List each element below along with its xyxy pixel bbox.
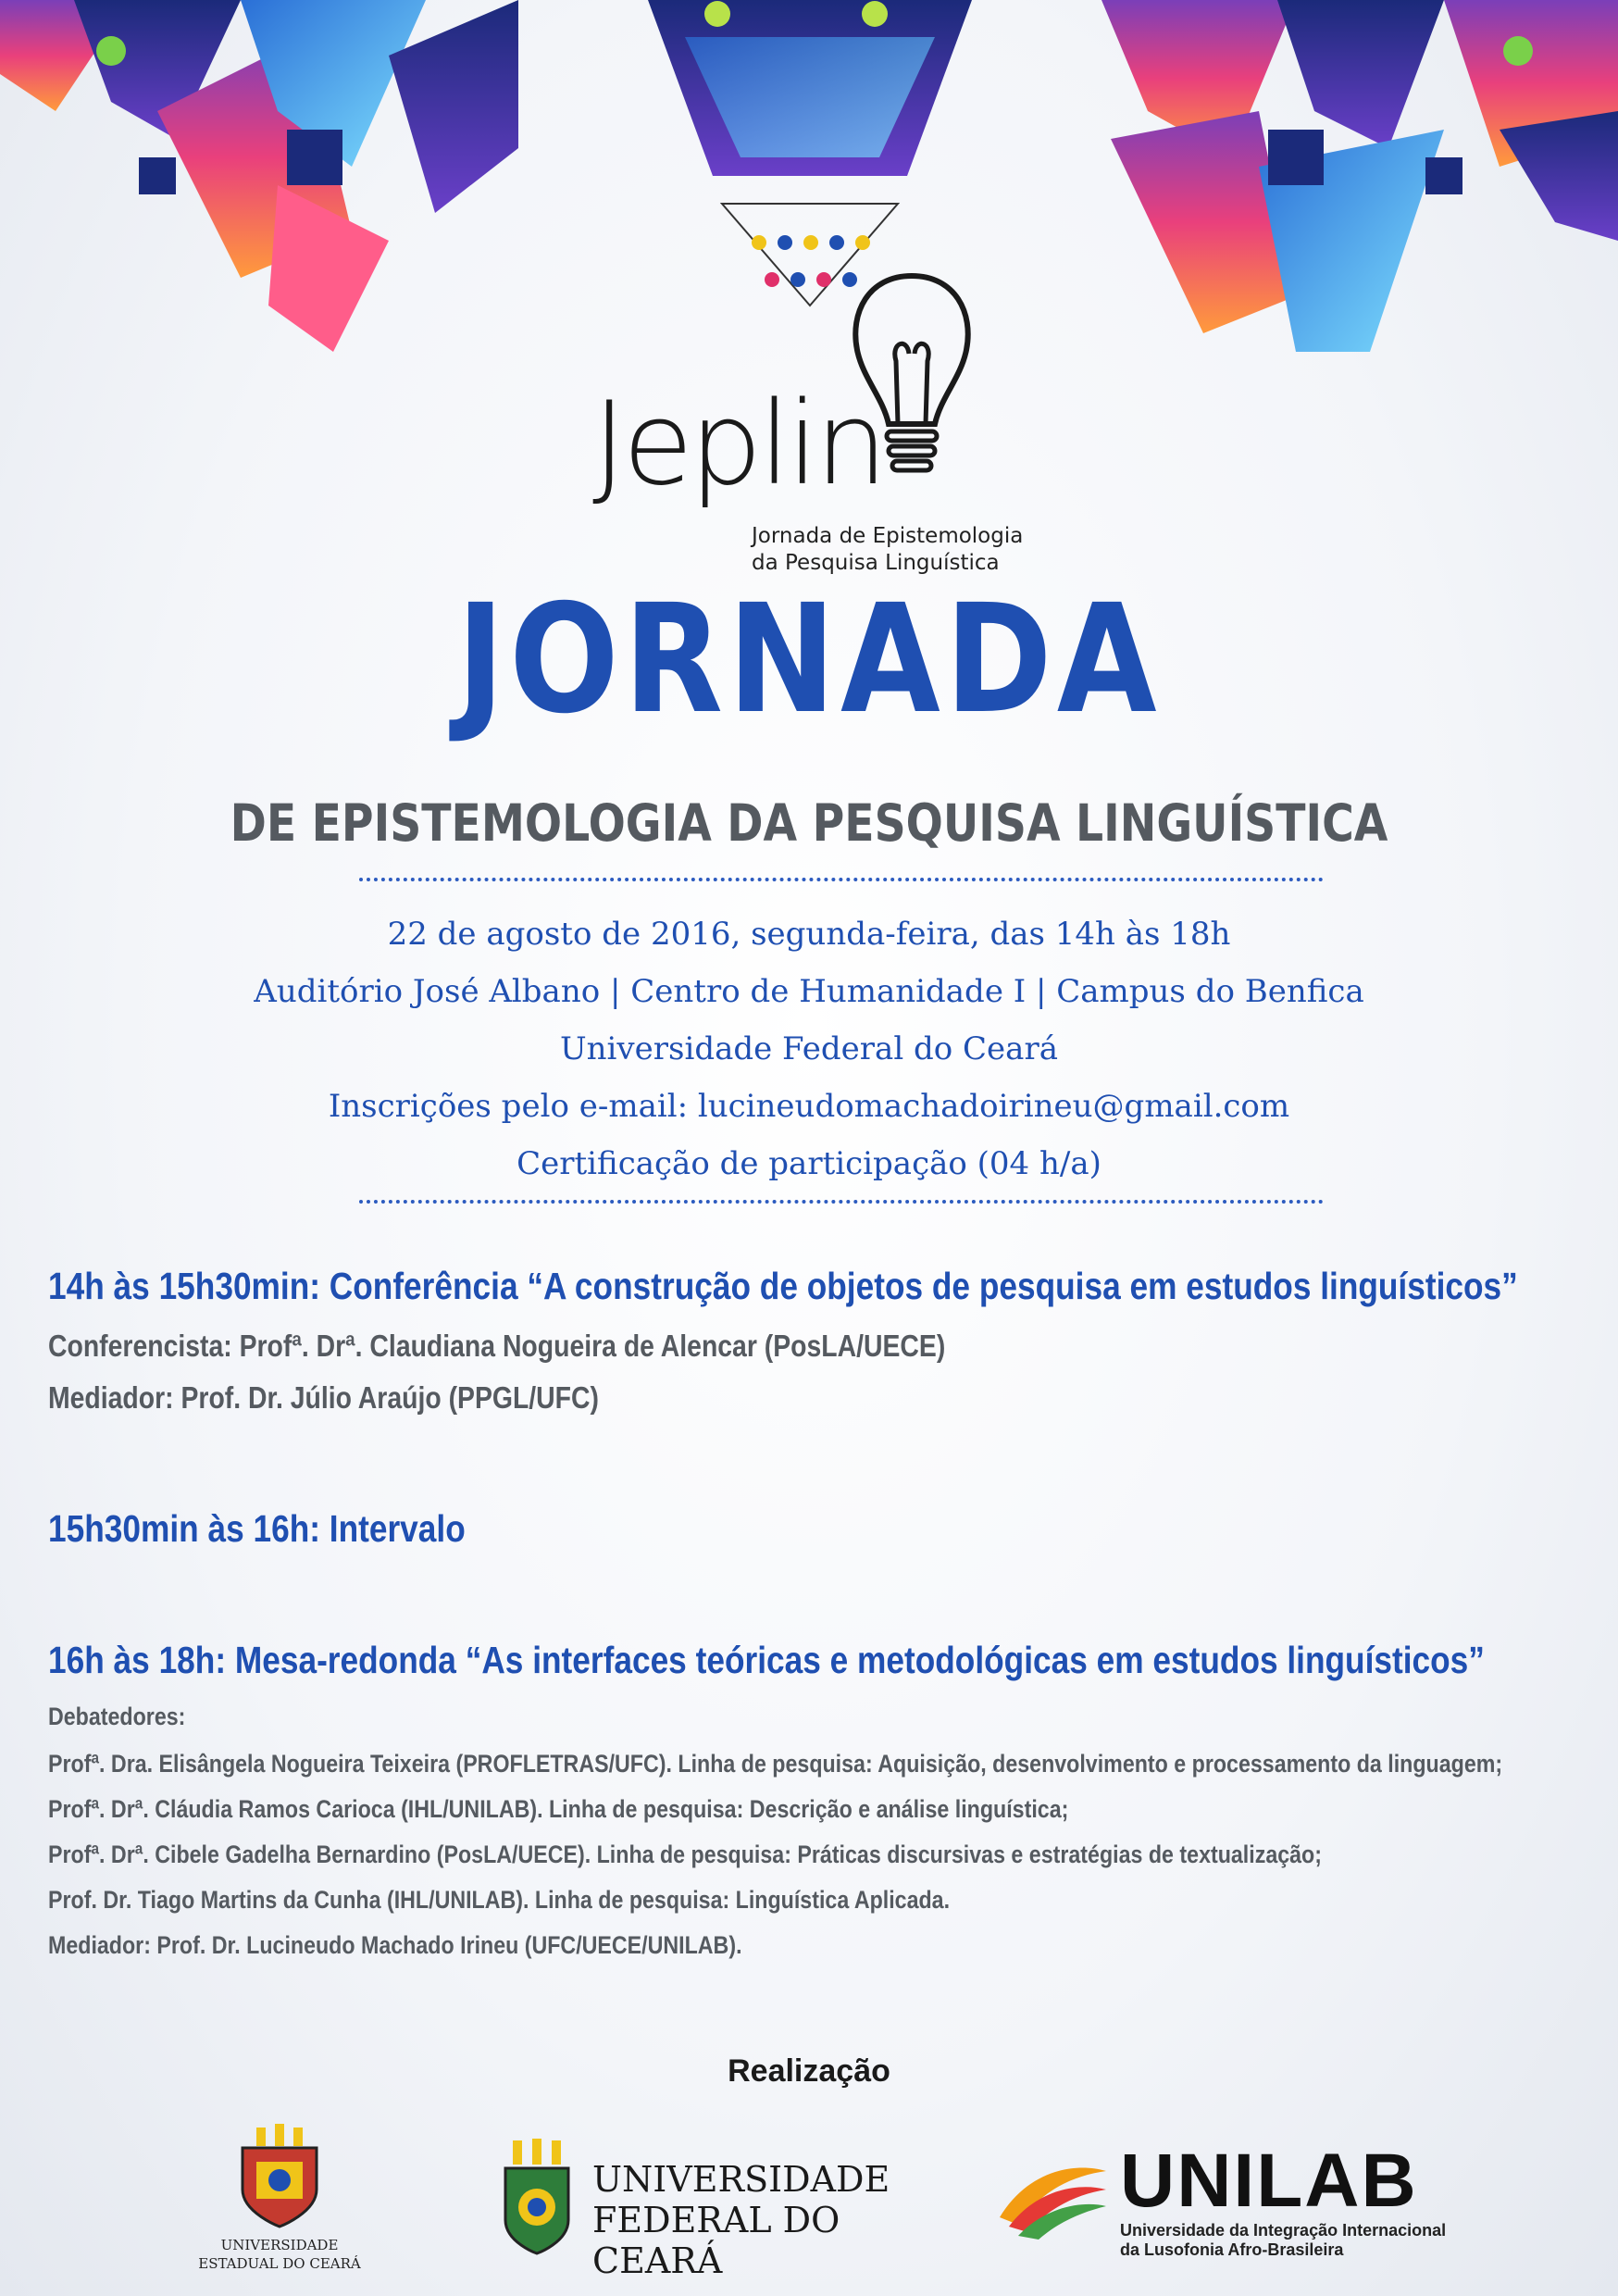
conference-mediator: Mediador: Prof. Dr. Júlio Araújo (PPGL/UFC)	[48, 1380, 599, 1415]
roundtable-mediator: Mediador: Prof. Dr. Lucineudo Machado Irineu (UFC/UECE/UNILAB).	[48, 1931, 742, 1959]
dotted-divider-top	[359, 878, 1324, 881]
event-title: JORNADA	[456, 573, 1162, 747]
unilab-subtitle	[1120, 2221, 1446, 2260]
logo-subtitle	[752, 523, 1023, 577]
unilab-subtitle-line2: da Lusofonia Afro-Brasileira	[1120, 2240, 1344, 2259]
ufc-name-line2: FEDERAL DO CEARÁ	[592, 2200, 840, 2281]
event-subtitle: DE EPISTEMOLOGIA DA PESQUISA LINGUÍSTICA	[230, 793, 1388, 853]
debater-item: Profª. Dra. Elisângela Nogueira Teixeira (PROFLETRAS/UFC). Linha de pesquisa: Aquisição, desenvolvimento e processamento da linguagem;	[48, 1750, 1503, 1778]
break-title: 15h30min às 16h: Intervalo	[48, 1507, 466, 1550]
schedule-conference	[48, 1265, 1585, 1416]
uece-crest-icon	[229, 2120, 330, 2231]
unilab-subtitle-line1: Universidade da Integração Internacional	[1120, 2221, 1447, 2240]
schedule-break	[48, 1507, 1585, 1551]
uece-logo	[196, 2120, 363, 2287]
ufc-crest-icon	[500, 2139, 574, 2259]
uece-name-line2: ESTADUAL DO CEARÁ	[198, 2255, 361, 2272]
event-university: Universidade Federal do Ceará	[560, 1030, 1058, 1067]
event-date: 22 de agosto de 2016, segunda-feira, das 14h às 18h	[387, 916, 1231, 953]
logo-subtitle-line2: da Pesquisa Linguística	[752, 551, 1000, 575]
realizacao-heading: Realização	[728, 2053, 890, 2089]
logo-subtitle-line1: Jornada de Epistemologia	[752, 524, 1024, 548]
logo-word: Jeplin	[592, 378, 885, 511]
roundtable-title: 16h às 18h: Mesa-redonda “As interfaces teóricas e metodológicas em estudos linguísticos”	[48, 1639, 1485, 1681]
unilab-name: UNILAB	[1120, 2139, 1418, 2223]
uece-name-line1: UNIVERSIDADE	[220, 2237, 339, 2253]
debater-item: Prof. Dr. Tiago Martins da Cunha (IHL/UNILAB). Linha de pesquisa: Linguística Aplicada.	[48, 1886, 951, 1914]
unilab-swoosh-icon	[990, 2152, 1111, 2245]
debater-item: Profª. Drª. Cibele Gadelha Bernardino (PosLA/UECE). Linha de pesquisa: Práticas discursivas e estratégias de textualização;	[48, 1841, 1322, 1868]
ufc-name	[592, 2159, 907, 2281]
conference-title: 14h às 15h30min: Conferência “A construção de objetos de pesquisa em estudos linguísticos”	[48, 1265, 1518, 1307]
dotted-divider-bottom	[359, 1200, 1324, 1204]
unilab-logo	[990, 2139, 1564, 2264]
event-registration: Inscrições pelo e-mail: lucineudomachadoirineu@gmail.com	[328, 1088, 1290, 1125]
event-certification: Certificação de participação (04 h/a)	[517, 1145, 1101, 1182]
debater-item: Profª. Drª. Cláudia Ramos Carioca (IHL/UNILAB). Linha de pesquisa: Descrição e análise linguística;	[48, 1795, 1069, 1823]
ufc-logo	[500, 2139, 907, 2281]
jeplin-logo	[592, 268, 1037, 602]
debaters-label: Debatedores:	[48, 1703, 186, 1730]
ufc-name-line1: UNIVERSIDADE	[592, 2159, 890, 2200]
conference-speaker: Conferencista: Profª. Drª. Claudiana Nogueira de Alencar (PosLA/UECE)	[48, 1329, 946, 1363]
event-location: Auditório José Albano | Centro de Humanidade I | Campus do Benfica	[254, 973, 1364, 1010]
schedule-roundtable	[48, 1639, 1585, 1960]
event-info	[0, 905, 1618, 1192]
